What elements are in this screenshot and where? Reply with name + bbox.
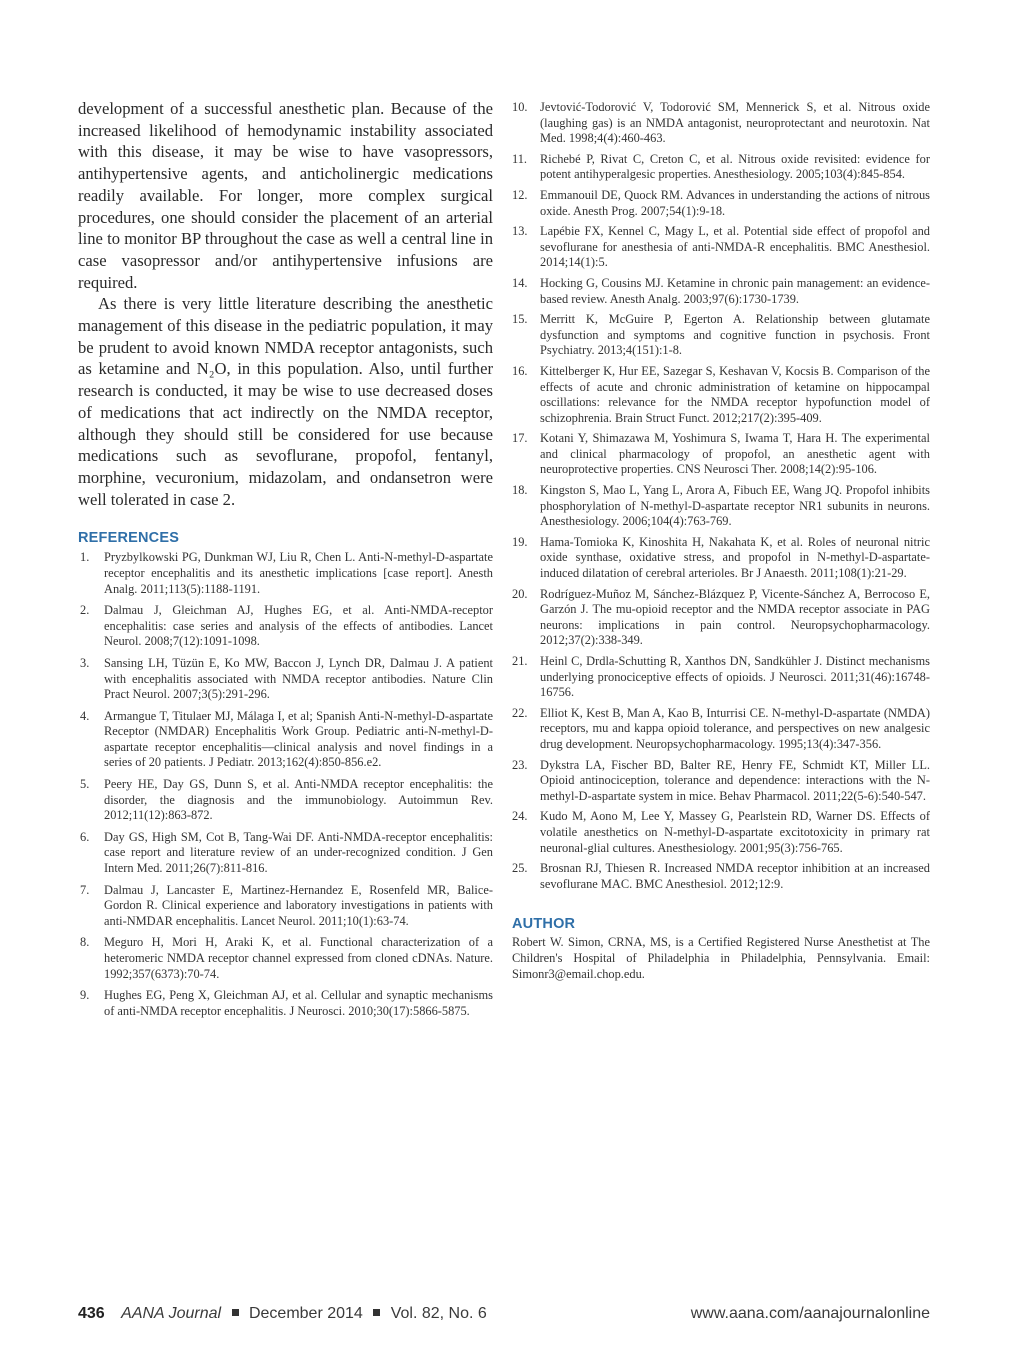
reference-list-left	[78, 550, 493, 1019]
reference-item	[78, 709, 493, 771]
reference-number: 14.	[512, 275, 528, 290]
reference-number: 23.	[512, 757, 528, 772]
reference-text: Dalmau J, Gleichman AJ, Hughes EG, et al. Anti-NMDA-receptor encephalitis: case series and analysis of the effects of antibodies. Lancet Neurol. 2008;7(12):1091-1098.	[104, 603, 493, 649]
reference-number: 22.	[512, 705, 528, 720]
volume-info: Vol. 82, No. 6	[390, 1305, 487, 1322]
reference-number: 18.	[512, 483, 528, 498]
square-bullet-icon	[373, 1309, 380, 1316]
reference-item	[512, 706, 930, 753]
right-column	[512, 100, 930, 982]
reference-text: Richebé P, Rivat C, Creton C, et al. Nitrous oxide revisited: evidence for potent antihyperalgesic properties. Anesthesiology. 2005;103(4):845-854.	[540, 151, 930, 182]
reference-number: 16.	[512, 363, 528, 378]
reference-item	[512, 535, 930, 582]
reference-number: 13.	[512, 224, 528, 239]
reference-text: Hocking G, Cousins MJ. Ketamine in chronic pain management: an evidence-based review. Anesth Analg. 2003;97(6):1730-1739.	[540, 275, 930, 306]
reference-text: Kudo M, Aono M, Lee Y, Massey G, Pearlstein RD, Warner DS. Effects of volatile anesthetics on N-methyl-D-aspartate excitotoxicity in primary rat neuronal-glial cultures. Anesthesiology. 2001;95(3):756-765.	[540, 809, 930, 855]
square-bullet-icon	[232, 1309, 239, 1316]
reference-text: Kingston S, Mao L, Yang L, Arora A, Fibuch EE, Wang JQ. Propofol inhibits phosphorylation of N-methyl-D-aspartate receptor NR1 subunits in neurons. Anesthesiology. 2006;104(4):763-769.	[540, 483, 930, 529]
reference-item	[512, 861, 930, 892]
reference-item	[512, 809, 930, 856]
reference-number: 5.	[80, 777, 90, 792]
author-bio: Robert W. Simon, CRNA, MS, is a Certified Registered Nurse Anesthetist at The Children's Hospital of Philadelphia in Philadelphia, Pennsylvania. Email: Simonr3@email.chop.edu.	[512, 935, 930, 981]
reference-text: Kittelberger K, Hur EE, Sazegar S, Keshavan V, Kocsis B. Comparison of the effects of acute and chronic administration of ketamine on hippocampal oscillations: relevance for the NMDA receptor hypofunction model of schizophrenia. Brain Struct Funct. 2012;217(2):395-409.	[540, 363, 930, 425]
issue-date: December 2014	[248, 1305, 363, 1322]
author-heading: AUTHOR	[512, 916, 576, 933]
body-paragraph: development of a successful anesthetic plan. Because of the increased likelihood of hemodynamic instability associated with this disease, it may be wise to have vasopressors, antihypertensive agents, and anticholinergic medications readily available. For longer, more complex surgical procedures, one should consider the placement of an arterial line to monitor BP throughout the case as well a central line in case vasopressor and/or antihypertensive infusions are required.	[78, 99, 493, 292]
reference-text: Emmanouil DE, Quock RM. Advances in understanding the actions of nitrous oxide. Anesth Prog. 2007;54(1):9-18.	[540, 187, 930, 218]
page-footer	[78, 1305, 930, 1325]
reference-item	[78, 656, 493, 703]
reference-text: Day GS, High SM, Cot B, Tang-Wai DF. Anti-NMDA-receptor encephalitis: case report and literature review of an under-recognized condition. J Gen Intern Med. 2011;26(7):811-816.	[104, 829, 493, 876]
reference-text: Elliot K, Kest B, Man A, Kao B, Inturrisi CE. N-methyl-D-aspartate (NMDA) receptors, mu and kappa opioid tolerance, and perspectives on new analgesic drug development. Neuropsychopharmacology. 1995;13(4):347-356.	[540, 705, 930, 751]
reference-number: 24.	[512, 809, 528, 824]
reference-list-right	[512, 100, 930, 892]
reference-number: 7.	[80, 882, 90, 897]
journal-name: AANA Journal	[121, 1305, 222, 1322]
reference-number: 21.	[512, 654, 528, 668]
reference-item	[512, 431, 930, 478]
reference-item	[512, 364, 930, 426]
reference-item	[512, 483, 930, 530]
reference-text: Lapébie FX, Kennel C, Magy L, et al. Potential side effect of propofol and sevoflurane for anesthesia of anti-NMDA-R encephalitis. BMC Anesthesiol. 2014;14(1):5.	[540, 224, 930, 270]
body-text	[78, 98, 493, 510]
reference-number: 11.	[512, 151, 528, 166]
reference-item	[512, 100, 930, 147]
reference-item	[512, 758, 930, 805]
reference-text: Peery HE, Day GS, Dunn S, et al. Anti-NMDA receptor encephalitis: the disorder, the diagnosis and the immunobiology. Autoimmun Rev. 2012;11(12):863-872.	[104, 777, 493, 823]
reference-item	[512, 224, 930, 271]
reference-text: Kotani Y, Shimazawa M, Yoshimura S, Iwama T, Hara H. The experimental and clinical pharmacology of propofol, an anesthetic agent with neuroprotective properties. CNS Neurosci Ther. 2008;14(2):95-106.	[540, 431, 930, 477]
reference-text: Brosnan RJ, Thiesen R. Increased NMDA receptor inhibition at an increased sevoflurane MAC. BMC Anesthesiol. 2012;12:9.	[540, 861, 930, 891]
reference-number: 10.	[512, 100, 528, 114]
reference-number: 9.	[80, 988, 90, 1003]
reference-number: 1.	[80, 550, 90, 565]
reference-number: 2.	[80, 603, 90, 618]
reference-item	[78, 935, 493, 982]
reference-item	[512, 188, 930, 219]
reference-number: 15.	[512, 312, 528, 327]
reference-number: 19.	[512, 534, 528, 549]
reference-text: Pryzbylkowski PG, Dunkman WJ, Liu R, Chen L. Anti-N-methyl-D-aspartate receptor encephalitis and its anesthetic implications [case report]. Anesth Analg. 2011;113(5):1188-1191.	[104, 550, 493, 596]
reference-number: 25.	[512, 861, 528, 876]
reference-item	[512, 276, 930, 307]
reference-item	[78, 830, 493, 877]
footer-citation	[78, 1305, 487, 1323]
reference-item	[512, 654, 930, 701]
reference-number: 17.	[512, 431, 528, 446]
reference-text: Dalmau J, Lancaster E, Martinez-Hernandez E, Rosenfeld MR, Balice-Gordon R. Clinical experience and laboratory investigations in patients with anti-NMDAR encephalitis. Lancet Neurol. 2011;10(1):63-74.	[104, 882, 493, 928]
reference-text: Sansing LH, Tüzün E, Ko MW, Baccon J, Lynch DR, Dalmau J. A patient with encephalitis associated with NMDA receptor antibodies. Nature Clin Pract Neurol. 2007;3(5):291-296.	[104, 655, 493, 702]
reference-item	[512, 152, 930, 183]
reference-text: Meguro H, Mori H, Araki K, et al. Functional characterization of a heteromeric NMDA receptor channel expressed from cloned cDNAs. Nature. 1992;357(6373):70-74.	[104, 935, 493, 981]
reference-text: Hama-Tomioka K, Kinoshita H, Nakahata K, et al. Roles of neuronal nitric oxide synthase, oxidative stress, and propofol in N-methyl-D-aspartate-induced dilatation of cerebral arterioles. Br J Anaesth. 2011;108(1):21-29.	[540, 534, 930, 581]
reference-item	[512, 587, 930, 649]
page-number: 436	[78, 1305, 105, 1322]
reference-text: Hughes EG, Peng X, Gleichman AJ, et al. Cellular and synaptic mechanisms of anti-NMDA receptor encephalitis. J Neurosci. 2010;30(17):5866-5875.	[104, 988, 493, 1018]
reference-number: 4.	[80, 708, 90, 723]
left-column	[78, 98, 493, 1019]
reference-item	[78, 777, 493, 824]
reference-number: 8.	[80, 935, 90, 950]
references-heading: REFERENCES	[78, 530, 180, 547]
reference-text: Jevtović-Todorović V, Todorović SM, Mennerick S, et al. Nitrous oxide (laughing gas) is an NMDA antagonist, neuroprotectant and neurotoxin. Nat Med. 1998;4(4):460-463.	[540, 100, 930, 146]
reference-item	[78, 603, 493, 650]
reference-item	[78, 550, 493, 597]
reference-text: Merritt K, McGuire P, Egerton A. Relationship between glutamate dysfunction and symptoms and cognitive function in psychosis. Front Psychiatry. 2013;4(151):1-8.	[540, 312, 930, 358]
reference-text: Rodríguez-Muñoz M, Sánchez-Blázquez P, Vicente-Sánchez A, Berrocoso E, Garzón J. The mu-opioid receptor and the NMDA receptor associate in PAG neurons: implications in pain control. Neuropsychopharmacology. 2012;37(2):338-349.	[540, 586, 930, 648]
reference-number: 12.	[512, 187, 528, 202]
reference-text: Dykstra LA, Fischer BD, Balter RE, Henry FE, Schmidt KT, Miller LL. Opioid antinociception, tolerance and dependence: interactions with the N-methyl-D-aspartate system in mice. Behav Pharmacol. 2011;22(5-6):540-547.	[540, 757, 930, 803]
reference-item	[78, 988, 493, 1019]
reference-number: 6.	[80, 829, 90, 844]
reference-text: Armangue T, Titulaer MJ, Málaga I, et al; Spanish Anti-N-methyl-D-aspartate Receptor (NMDAR) Encephalitis Work Group. Pediatric anti-N-methyl-D-aspartate receptor encephalitis—clinical analysis and novel findings in a series of 20 patients. J Pediatr. 2013;162(4):850-856.e2.	[104, 708, 493, 770]
journal-url[interactable]: www.aana.com/aanajournalonline	[690, 1305, 930, 1322]
reference-item	[78, 883, 493, 930]
reference-item	[512, 312, 930, 359]
reference-number: 3.	[80, 655, 90, 670]
reference-text: Heinl C, Drdla-Schutting R, Xanthos DN, Sandkühler J. Distinct mechanisms underlying pronociceptive effects of opioids. J Neurosci. 2011;31(46):16748-16756.	[540, 654, 930, 700]
body-paragraph: As there is very little literature describing the anesthetic management of this disease in the pediatric population, it may be prudent to avoid known NMDA receptor antagonists, such as ketamine and N₂O, in this population. Also, until further research is conducted, it may be wise to use decreased doses of medications that act indirectly on the NMDA receptor, although they should still be considered for use because medications such as sevoflurane, propofol, fentanyl, morphine, vecuronium, midazolam, and ondansetron were well tolerated in case 2.	[78, 294, 493, 509]
reference-number: 20.	[512, 586, 528, 601]
